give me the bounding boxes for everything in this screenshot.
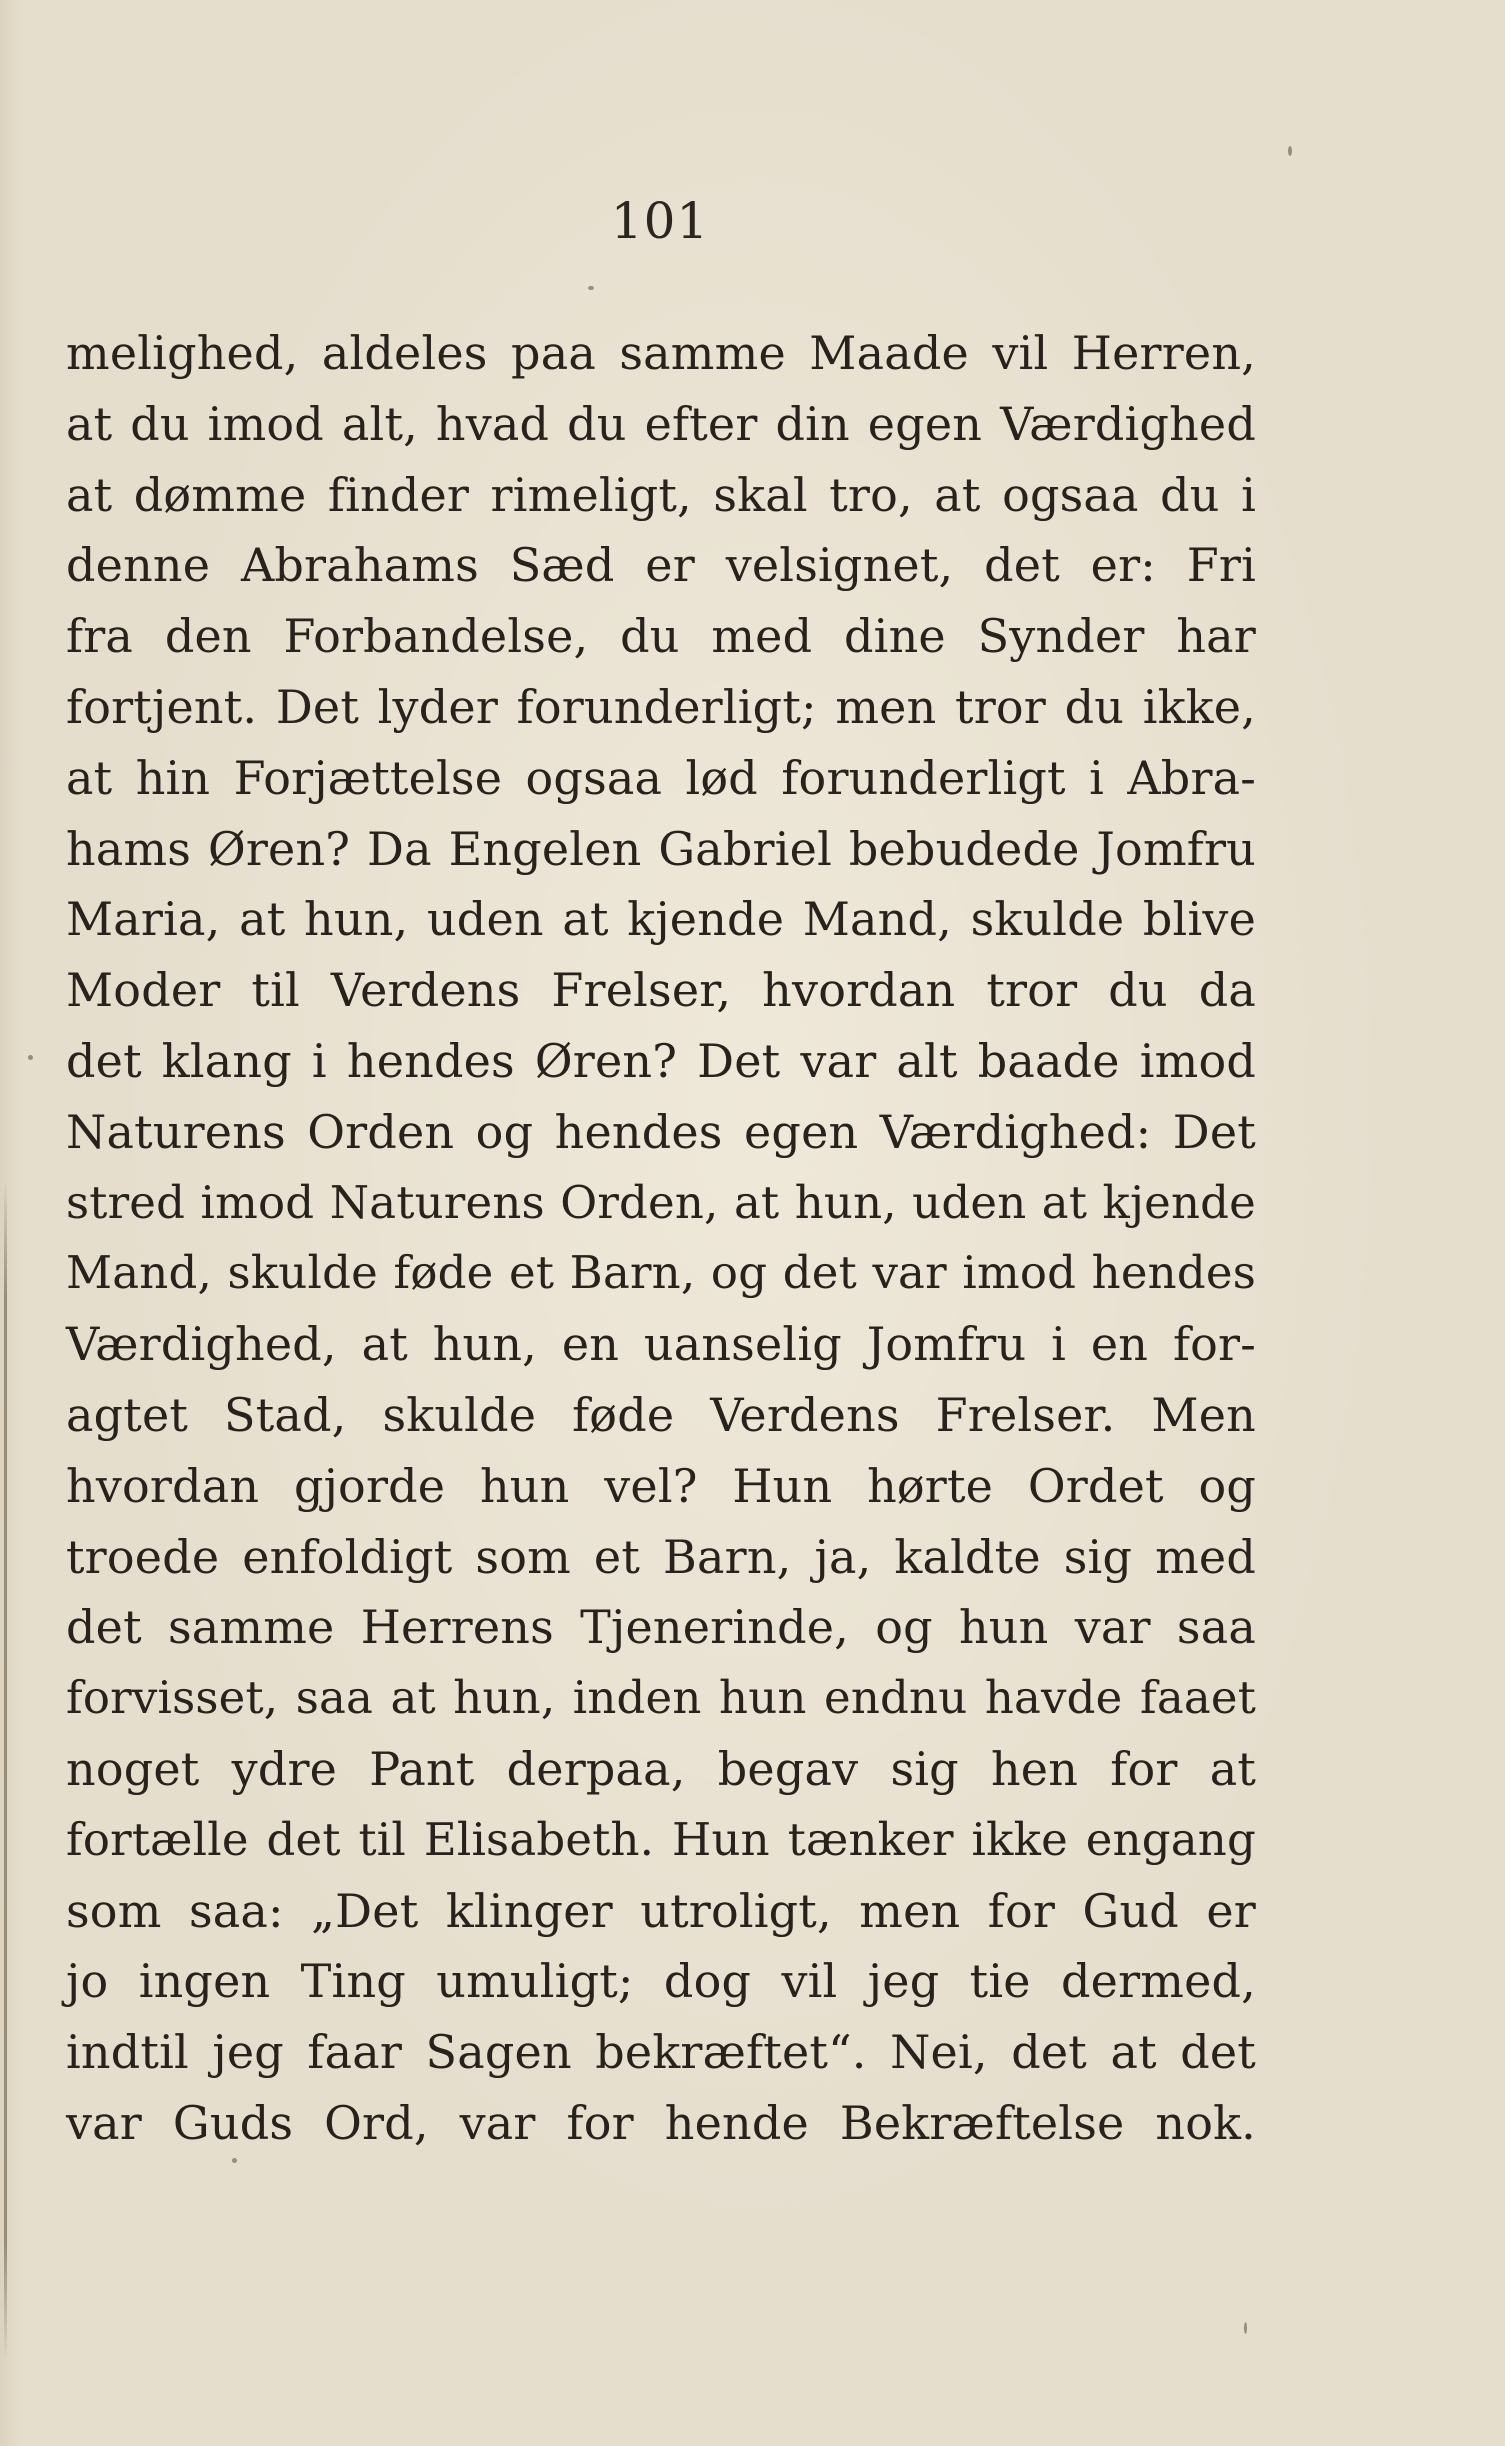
paper-speck	[588, 286, 594, 290]
text-line: fortælle det til Elisabeth. Hun tænker ikke engang	[66, 1812, 1256, 1866]
text-line: Naturens Orden og hendes egen Værdighed: Det	[66, 1104, 1256, 1159]
text-line: Mand, skulde føde et Barn, og det var imod hendes	[66, 1246, 1256, 1300]
text-line: troede enfoldigt som et Barn, ja, kaldte sig med	[66, 1529, 1256, 1584]
text-line: jo ingen Ting umuligt; dog vil jeg tie dermed,	[66, 1954, 1256, 2009]
text-line: at hin Forjættelse ogsaa lød forunderligt i Abra-	[66, 750, 1256, 805]
text-line: forvisset, saa at hun, inden hun endnu havde faaet	[66, 1671, 1256, 1725]
paper-speck	[1288, 146, 1292, 156]
page-edge-shadow	[4, 1180, 7, 2360]
page-number: 101	[610, 192, 710, 250]
text-line: noget ydre Pant derpaa, begav sig hen for at	[66, 1741, 1256, 1796]
text-line: var Guds Ord, var for hende Bekræftelse nok.	[66, 2095, 1256, 2150]
text-line: Værdighed, at hun, en uanselig Jomfru i en for-	[66, 1317, 1256, 1372]
text-line: Maria, at hun, uden at kjende Mand, skulde blive	[66, 892, 1256, 947]
paper-speck	[1244, 2322, 1247, 2334]
text-line: det samme Herrens Tjenerinde, og hun var saa	[66, 1600, 1256, 1655]
text-line: melighed, aldeles paa samme Maade vil Herren,	[66, 326, 1256, 380]
text-line: agtet Stad, skulde føde Verdens Frelser. Men	[66, 1387, 1256, 1442]
text-line: Moder til Verdens Frelser, hvordan tror du da	[66, 963, 1256, 1018]
text-line: hams Øren? Da Engelen Gabriel bebudede Jomfru	[66, 821, 1256, 876]
text-line: fortjent. Det lyder forunderligt; men tror du ikke,	[66, 679, 1256, 734]
text-line: som saa: „Det klinger utroligt, men for Gud er	[66, 1883, 1256, 1938]
text-line: hvordan gjorde hun vel? Hun hørte Ordet og	[66, 1458, 1256, 1513]
text-line: det klang i hendes Øren? Det var alt baade imod	[66, 1033, 1256, 1088]
paper-speck	[232, 2158, 237, 2163]
text-line: at dømme finder rimeligt, skal tro, at ogsaa du i	[66, 467, 1256, 522]
paper-speck	[28, 1055, 33, 1060]
body-text	[66, 318, 1256, 2159]
text-line: at du imod alt, hvad du efter din egen Værdighed	[66, 396, 1256, 451]
text-line: indtil jeg faar Sagen bekræftet“. Nei, det at det	[66, 2025, 1256, 2080]
text-line: stred imod Naturens Orden, at hun, uden at kjende	[66, 1175, 1256, 1229]
text-line: fra den Forbandelse, du med dine Synder har	[66, 609, 1256, 664]
text-line: denne Abrahams Sæd er velsignet, det er: Fri	[66, 538, 1256, 593]
